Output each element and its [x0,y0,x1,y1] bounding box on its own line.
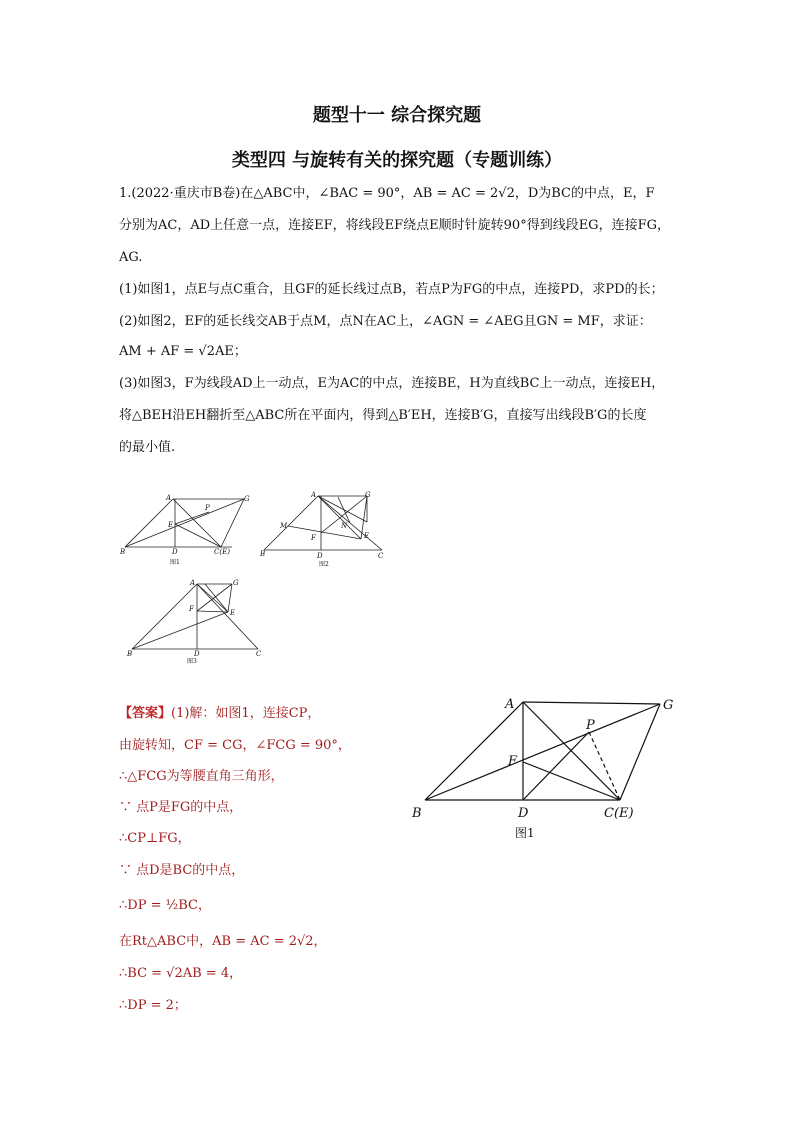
problem-line: 分别为AC，AD上任意一点，连接EF，将线段EF绕点E顺时针旋转90°得到线段EG，连接FG， [119,218,670,233]
fig1s-label: P [205,504,210,512]
fig1s-label: C(E) [214,548,230,556]
fig3s-label: D [194,650,200,658]
fig1s-label: G [244,495,250,503]
fig2s-label: A [311,491,317,499]
problem-line: (1)如图1，点E与点C重合，且GF的延长线过点B，若点P为FG的中点，连接PD，求PD的长； [119,282,664,297]
fig2s-label: D [317,552,323,560]
answer-line: ∴DP = ½BC， [119,898,211,913]
problem-line: 的最小值. [119,440,176,455]
answer-line: ∵ 点D是BC的中点， [119,863,245,878]
answer-line: ∴DP = 2； [119,998,187,1013]
fig1s-label: D [172,548,178,556]
problem-line: (3)如图3，F为线段AD上一动点，E为AC的中点，连接BE，H为直线BC上一动点，连接EH， [119,376,665,391]
figure-3-small [125,577,270,665]
fig1l-label: G [663,698,674,713]
answer-tag: 【答案】 [119,706,172,721]
answer-first-line [119,705,320,723]
fig2s-label: F [311,534,316,542]
problem-line: AG. [119,250,143,265]
fig2s-label: N [341,522,348,530]
answer-line: ∴BC = √2AB = 4， [119,966,243,981]
answer-intro: (1)解：如图1，连接CP， [171,706,321,721]
answer-line: 在Rt△ABC中，AB = AC = 2√2， [119,934,327,949]
fig2s-caption: 图2 [319,561,329,568]
fig3s-label: C [256,650,262,658]
fig1l-label: P [586,718,595,733]
fig1l-label: A [505,697,515,712]
answer-line: 由旋转知，CF = CG，∠FCG = 90°， [119,738,351,753]
fig2s-label: C [378,552,384,560]
answer-line: ∴△FCG为等腰直角三角形， [119,769,284,784]
figure-2-small [260,490,385,570]
fig3s-label: B [127,650,133,658]
page-subtitle: 类型四 与旋转有关的探究题（专题训练） [231,150,563,171]
answer-line: ∴CP⊥FG， [119,831,191,846]
fig1s-label: A [166,494,172,502]
fig1s-label: B [120,548,126,556]
fig2s-label: M [280,522,288,530]
problem-line: 将△BEH沿EH翻折至△ABC所在平面内，得到△B′EH，连接B′G，直接写出线段B′G的长度 [119,408,647,423]
fig1l-label: B [412,806,422,821]
fig2s-label: B [260,550,266,558]
fig1s-label: E [168,521,174,529]
figure-1-small [118,492,258,570]
fig3s-label: A [190,579,196,587]
fig1s-caption: 图1 [170,559,180,566]
page-title: 题型十一 综合探究题 [312,105,482,126]
problem-line: AM + AF = √2AE； [119,344,247,359]
problem-line: (2)如图2，EF的延长线交AB于点M，点N在AC上，∠AGN = ∠AEG且GN = MF，求证： [119,314,652,329]
fig3s-label: G [233,579,239,587]
fig2s-label: E [364,532,370,540]
fig3s-label: E [230,609,236,617]
fig1l-caption: 图1 [515,826,535,840]
answer-line: ∵ 点P是FG的中点， [119,800,243,815]
problem-line: 1.(2022·重庆市B卷)在△ABC中，∠BAC = 90°，AB = AC = 2√2，D为BC的中点，E，F [119,186,655,201]
figure-1-large [405,690,685,845]
fig3s-caption: 图3 [187,658,197,665]
fig1l-label: F [508,754,518,769]
fig1l-label: D [518,806,529,821]
fig2s-label: G [365,491,371,499]
fig3s-label: F [189,605,194,613]
fig1l-label: C(E) [604,806,634,821]
